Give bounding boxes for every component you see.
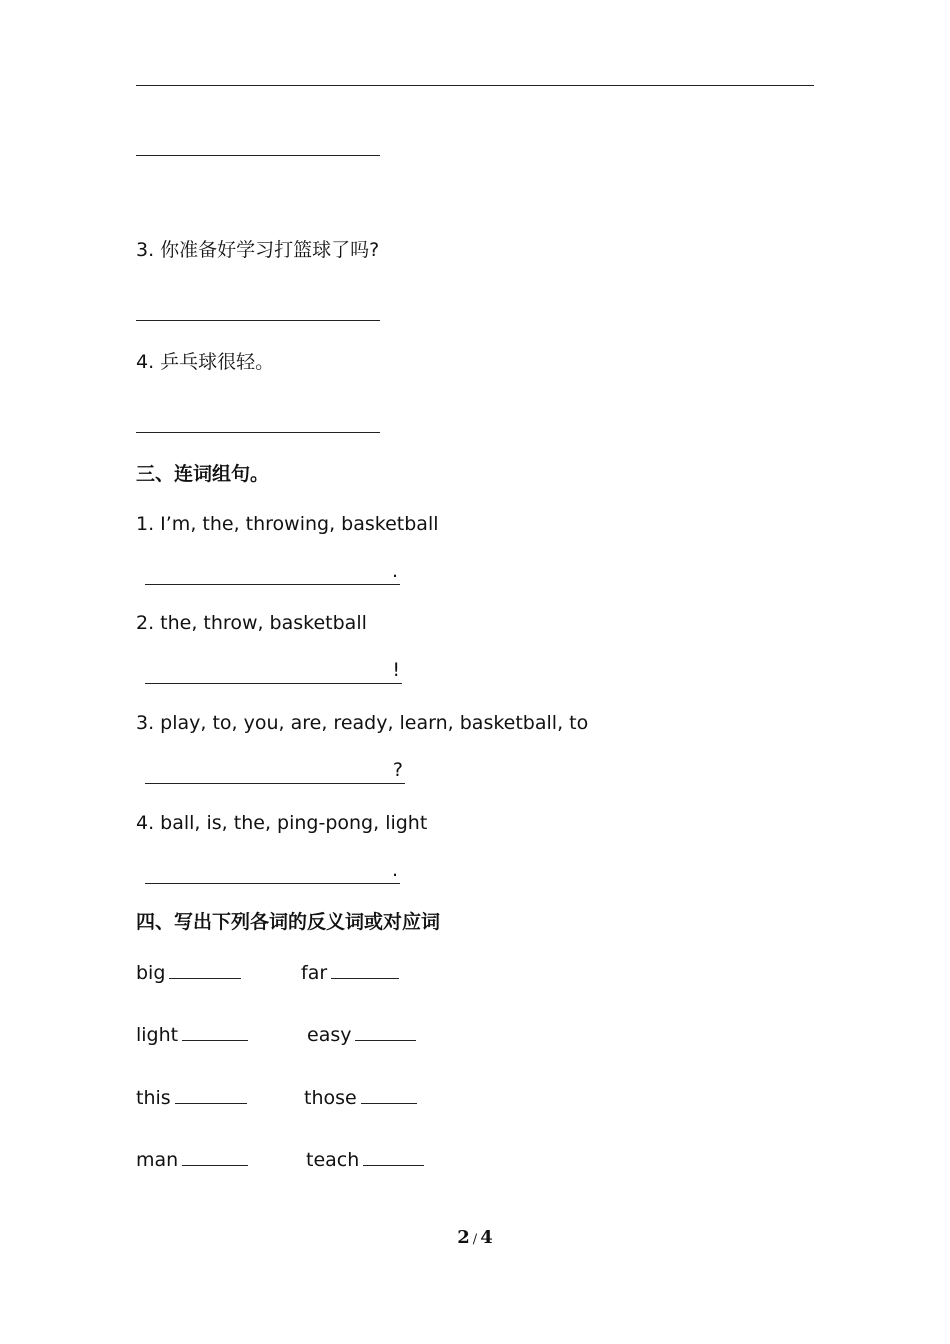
question-3-text: 3. 你准备好学习打篮球了吗? — [136, 239, 380, 261]
answer-end-punctuation: . — [391, 859, 398, 881]
question-4-text: 4. 乒乓球很轻。 — [136, 351, 275, 373]
word-item-light — [136, 1022, 248, 1047]
word-label: those — [304, 1087, 357, 1109]
reorder-answer-1[interactable] — [145, 559, 400, 585]
word-answer-blank[interactable] — [363, 1147, 424, 1166]
word-answer-blank[interactable] — [331, 960, 399, 979]
word-item-far — [301, 960, 399, 985]
word-label: easy — [307, 1024, 352, 1046]
word-answer-blank[interactable] — [169, 960, 241, 979]
reorder-prompt-3: 3. play, to, you, are, ready, learn, basketball, to — [136, 712, 589, 734]
word-label: teach — [306, 1149, 360, 1171]
word-label: big — [136, 962, 166, 984]
word-item-easy — [307, 1022, 416, 1047]
word-item-man — [136, 1147, 248, 1172]
current-page: 2 — [457, 1227, 470, 1248]
word-item-teach — [306, 1147, 424, 1172]
answer-line[interactable] — [136, 155, 380, 156]
total-pages: 4 — [480, 1227, 493, 1248]
answer-line[interactable] — [136, 432, 380, 433]
page-number — [0, 1227, 950, 1248]
word-label: light — [136, 1024, 179, 1046]
reorder-prompt-1: 1. I’m, the, throwing, basketball — [136, 513, 439, 535]
word-answer-blank[interactable] — [355, 1022, 416, 1041]
answer-end-punctuation: . — [391, 560, 398, 582]
reorder-answer-2[interactable] — [145, 658, 402, 684]
section-4-heading: 四、写出下列各词的反义词或对应词 — [136, 911, 441, 933]
word-item-this — [136, 1085, 247, 1110]
reorder-prompt-2: 2. the, throw, basketball — [136, 612, 367, 634]
word-item-those — [304, 1085, 417, 1110]
word-answer-blank[interactable] — [182, 1022, 248, 1041]
answer-line-long[interactable] — [136, 85, 814, 86]
answer-end-punctuation: ? — [392, 759, 403, 781]
word-answer-blank[interactable] — [361, 1085, 417, 1104]
word-label: this — [136, 1087, 171, 1109]
reorder-answer-3[interactable] — [145, 758, 405, 784]
section-3-heading: 三、连词组句。 — [136, 463, 270, 485]
reorder-answer-4[interactable] — [145, 858, 400, 884]
reorder-prompt-4: 4. ball, is, the, ping-pong, light — [136, 812, 428, 834]
word-answer-blank[interactable] — [182, 1147, 248, 1166]
word-item-big — [136, 960, 241, 985]
answer-end-punctuation: ! — [392, 659, 400, 681]
answer-line[interactable] — [136, 320, 380, 321]
page-separator: / — [472, 1232, 478, 1247]
word-label: far — [301, 962, 328, 984]
word-label: man — [136, 1149, 179, 1171]
word-answer-blank[interactable] — [175, 1085, 247, 1104]
